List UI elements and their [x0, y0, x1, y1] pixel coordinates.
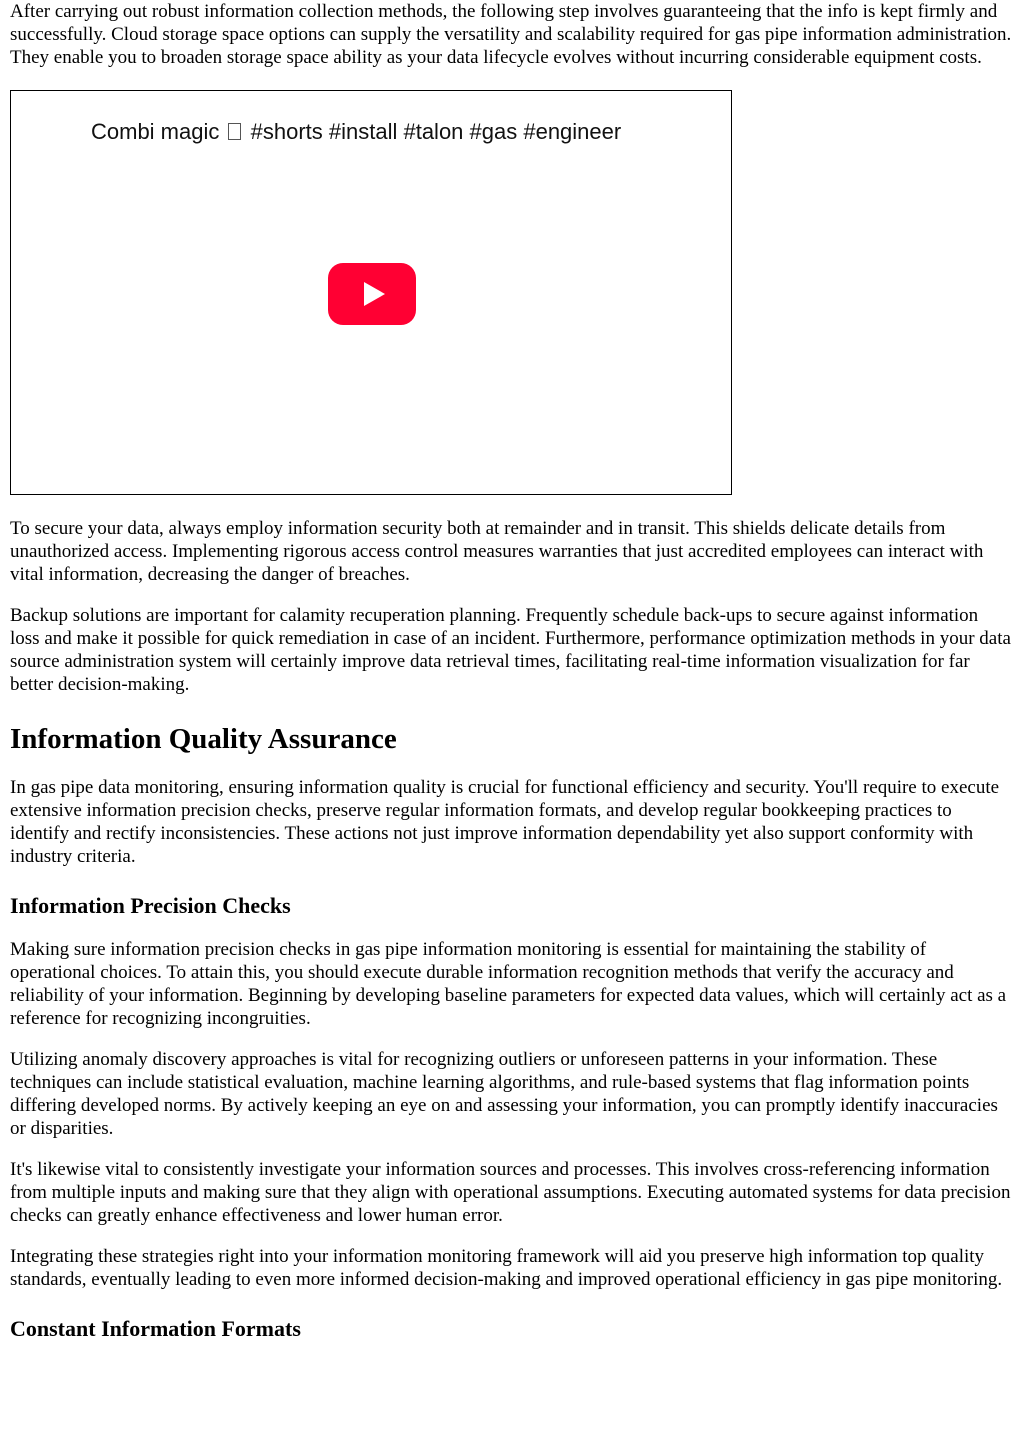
play-button[interactable]: [328, 263, 416, 325]
video-embed[interactable]: [10, 90, 732, 495]
paragraph-precision-3: It's likewise vital to consistently investigate your information sources and processes. This involves cross-referencing information from multiple inputs and making sure that they align with operational assumptions. Executing automated systems for data precision checks can greatly enhance effectiveness and lower human error.: [10, 1159, 1011, 1226]
intro-paragraph: After carrying out robust information collection methods, the following step involves guaranteeing that the info is kept firmly and successfully. Cloud storage space options can supply the versatility and scalability required for gas pipe information administration. They enable you to broaden storage space ability as your data lifecycle evolves without incurring considerable equipment costs.: [10, 1, 1012, 68]
video-title-start: Combi magic: [91, 119, 220, 144]
subsection-heading-formats: Constant Information Formats: [10, 1316, 301, 1341]
video-title[interactable]: [91, 118, 621, 146]
section-intro: In gas pipe data monitoring, ensuring information quality is crucial for functional efficiency and security. You'll require to execute extensive information precision checks, preserve regular information formats, and develop regular bookkeeping practices to identify and rectify inconsistencies. These actions not just improve information dependability yet also support conformity with industry criteria.: [10, 777, 1000, 867]
paragraph-backup: Backup solutions are important for calamity recuperation planning. Frequently schedule back-ups to secure against information loss and make it possible for quick remediation in case of an incident. Furthermore, performance optimization methods in your data source administration system will certainly improve data retrieval times, facilitating real-time information visualization for far better decision-making.: [10, 605, 1011, 695]
subsection-heading-precision-checks: Information Precision Checks: [10, 893, 291, 918]
section-heading: Information Quality Assurance: [10, 723, 397, 755]
play-icon: [364, 282, 385, 306]
missing-glyph-icon: [228, 123, 241, 140]
paragraph-encryption: To secure your data, always employ information security both at remainder and in transit. This shields delicate details from unauthorized access. Implementing rigorous access control measures warranties that just accredited employees can interact with vital information, decreasing the danger of breaches.: [10, 518, 984, 585]
paragraph-precision-4: Integrating these strategies right into your information monitoring framework will aid you preserve high information top quality standards, eventually leading to even more informed decision-making and improved operational efficiency in gas pipe monitoring.: [10, 1246, 1003, 1290]
paragraph-precision-2: Utilizing anomaly discovery approaches is vital for recognizing outliers or unforeseen patterns in your information. These techniques can include statistical evaluation, machine learning algorithms, and rule-based systems that flag information points differing developed norms. By actively keeping an eye on and assessing your information, you can promptly identify inaccuracies or disparities.: [10, 1049, 998, 1139]
video-title-end: #shorts #install #talon #gas #engineer: [250, 119, 622, 144]
paragraph-precision-1: Making sure information precision checks in gas pipe information monitoring is essential for maintaining the stability of operational choices. To attain this, you should execute durable information recognition methods that verify the accuracy and reliability of your information. Beginning by developing baseline parameters for expected data values, which will certainly act as a reference for recognizing incongruities.: [10, 939, 1007, 1029]
